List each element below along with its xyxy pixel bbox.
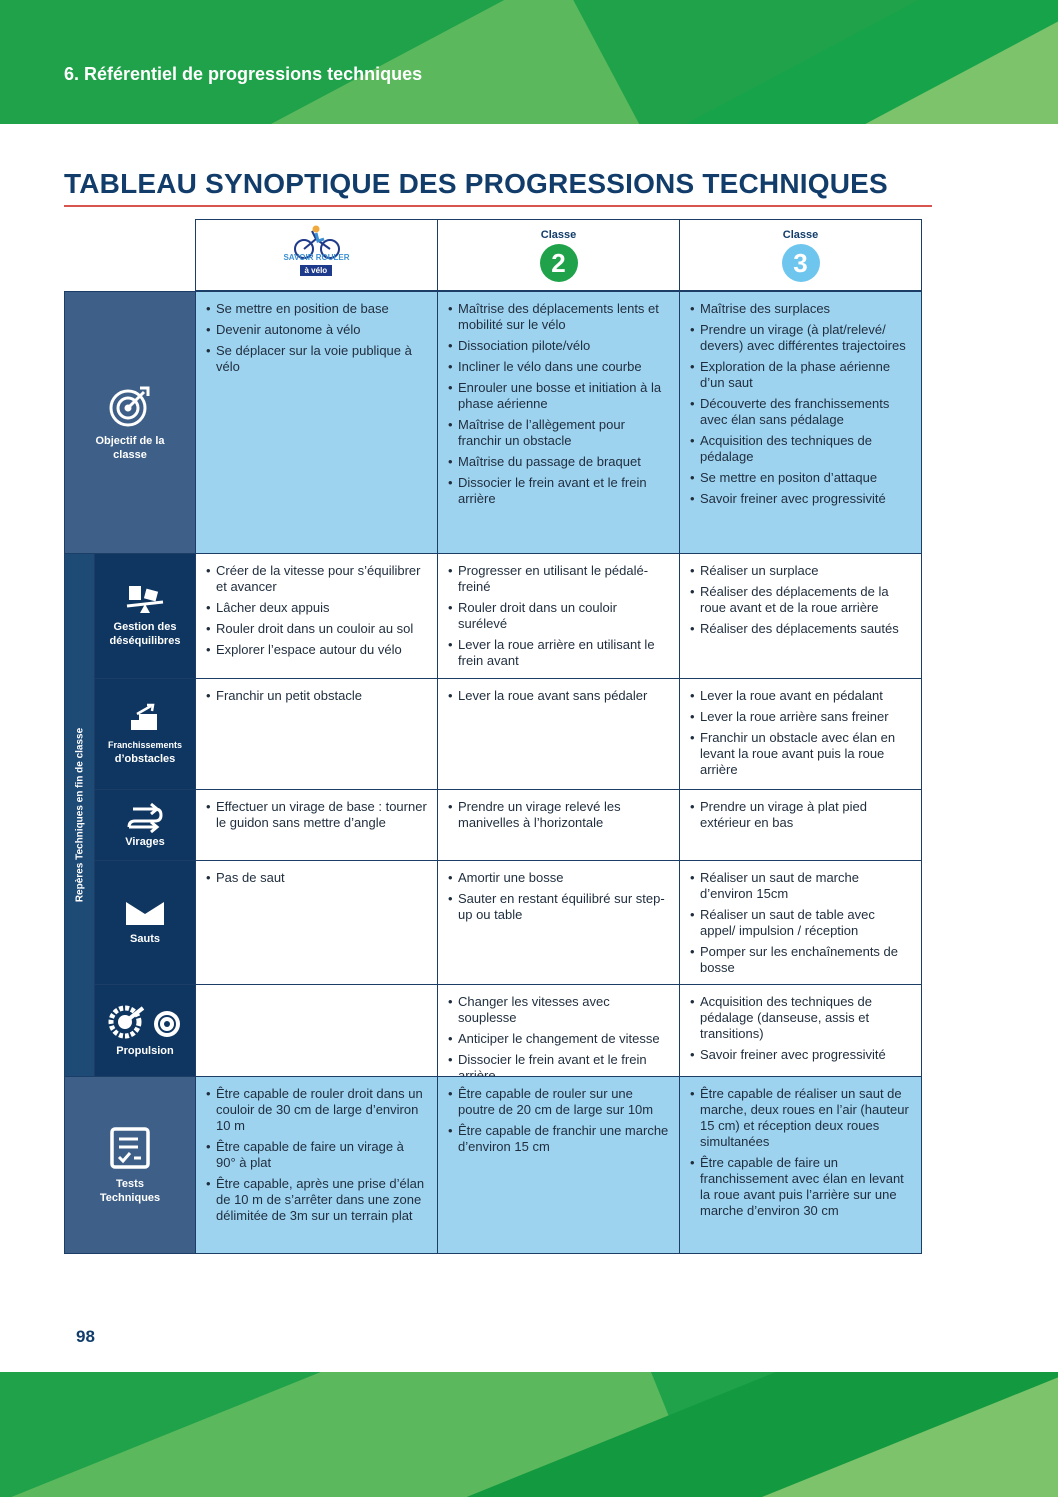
cell-sauts-col1 xyxy=(195,860,438,985)
bullet-item: • Savoir freiner avec progressivité xyxy=(690,1047,911,1063)
bullet-item: • Être capable de faire un virage à 90° à plat xyxy=(206,1139,427,1171)
bullet-list xyxy=(196,679,437,704)
bullet-item: • Maîtrise des surplaces xyxy=(690,301,911,317)
cell-franchissements-col3 xyxy=(679,678,922,790)
cell-propulsion-col1 xyxy=(195,984,438,1077)
bullet-list xyxy=(438,679,679,704)
cell-propulsion-col3 xyxy=(679,984,922,1077)
header-classe-2 xyxy=(437,219,680,291)
bullet-item: • Amortir une bosse xyxy=(448,870,669,886)
bullet-item: • Être capable de rouler sur une poutre de 20 cm de large sur 10m xyxy=(448,1086,669,1118)
bullet-item: • Découverte des franchissements avec élan sans pédalage xyxy=(690,396,911,428)
top-banner xyxy=(0,0,1058,124)
bullet-list xyxy=(680,861,921,976)
logo-tag: à vélo xyxy=(300,265,333,276)
bullet-item: • Progresser en utilisant le pédalé-freiné xyxy=(448,563,669,595)
bullet-list xyxy=(196,1077,437,1224)
bullet-item: • Exploration de la phase aérienne d’un saut xyxy=(690,359,911,391)
bullet-item: • Se mettre en positon d’attaque xyxy=(690,470,911,486)
cell-virages-col1 xyxy=(195,789,438,861)
bullet-item: • Incliner le vélo dans une courbe xyxy=(448,359,669,375)
cell-tests-col1 xyxy=(195,1076,438,1254)
obstacle-icon xyxy=(127,702,163,732)
bullet-item: • Prendre un virage à plat pied extérieur en bas xyxy=(690,799,911,831)
target-icon xyxy=(108,384,152,428)
row-label-text: Objectif de la classe xyxy=(95,434,165,461)
bullet-item: • Rouler droit dans un couloir au sol xyxy=(206,621,427,637)
cell-objectif-col3 xyxy=(679,291,922,554)
bullet-item: • Être capable de franchir une marche d’environ 15 cm xyxy=(448,1123,669,1155)
bullet-item: • Dissociation pilote/vélo xyxy=(448,338,669,354)
bottom-banner xyxy=(0,1372,1058,1497)
bullet-item: • Acquisition des techniques de pédalage xyxy=(690,433,911,465)
bullet-item: • Lâcher deux appuis xyxy=(206,600,427,616)
bullet-item: • Créer de la vitesse pour s’équilibrer et avancer xyxy=(206,563,427,595)
row-label-text: Virages xyxy=(125,836,165,848)
bullet-list xyxy=(196,861,437,886)
bullet-item: • Lever la roue avant sans pédaler xyxy=(448,688,669,704)
bullet-item: • Sauter en restant équilibré sur step-up ou table xyxy=(448,891,669,923)
cell-propulsion-col2 xyxy=(437,984,680,1077)
cell-virages-col3 xyxy=(679,789,922,861)
bullet-list xyxy=(438,554,679,669)
row-label-franchissements xyxy=(94,678,196,790)
bullet-item: • Acquisition des techniques de pédalage (danseuse, assis et transitions) xyxy=(690,994,911,1042)
balance-icon xyxy=(125,584,165,614)
row-label-objectif xyxy=(64,291,196,554)
logo-wordmark: SAVOIR ROULER xyxy=(283,253,350,262)
bullet-item: • Prendre un virage relevé les manivelles à l’horizontale xyxy=(448,799,669,831)
bullet-item: • Être capable de réaliser un saut de marche, deux roues en l’air (hauteur 15 cm) et réception deux roues simultanées xyxy=(690,1086,911,1150)
page-title: TABLEAU SYNOPTIQUE DES PROGRESSIONS TECHNIQUES xyxy=(64,168,888,199)
bullet-list xyxy=(438,861,679,923)
vertical-label: Repères Techniques en fin de classe xyxy=(74,727,85,903)
cell-tests-col2 xyxy=(437,1076,680,1254)
bullet-list xyxy=(680,790,921,831)
bullet-list xyxy=(196,292,437,375)
bullet-list xyxy=(438,985,679,1084)
bullet-item: • Rouler droit dans un couloir surélevé xyxy=(448,600,669,632)
cell-gestion-col1 xyxy=(195,553,438,679)
bullet-item: • Se mettre en position de base xyxy=(206,301,427,317)
cell-tests-col3 xyxy=(679,1076,922,1254)
row-label-text: Gestion des déséquilibres xyxy=(109,621,181,647)
reperes-vertical-band xyxy=(64,553,95,1077)
cell-gestion-col2 xyxy=(437,553,680,679)
bullet-item: • Prendre un virage (à plat/relevé/ devers) avec différentes trajectoires xyxy=(690,322,911,354)
bullet-list xyxy=(196,554,437,658)
bullet-item: • Lever la roue arrière sans freiner xyxy=(690,709,911,725)
bullet-list xyxy=(680,679,921,778)
row-label-gestion xyxy=(94,553,196,679)
bullet-item: • Devenir autonome à vélo xyxy=(206,322,427,338)
bullet-item: • Anticiper le changement de vitesse xyxy=(448,1031,669,1047)
bullet-item: • Réaliser des déplacements sautés xyxy=(690,621,911,637)
row-label-text: d’obstacles xyxy=(114,753,176,765)
classe-label: Classe xyxy=(782,228,819,241)
row-label-text: Sauts xyxy=(130,932,160,945)
classe-badge: 2 xyxy=(540,244,578,282)
bullet-list xyxy=(680,985,921,1063)
bullet-list xyxy=(438,790,679,831)
banner-stripe xyxy=(0,0,746,124)
bullet-item: • Enrouler une bosse et initiation à la phase aérienne xyxy=(448,380,669,412)
bullet-list xyxy=(196,790,437,831)
turn-arrows-icon xyxy=(125,801,165,833)
bullet-item: • Être capable de rouler droit dans un couloir de 30 cm de large d’environ 10 m xyxy=(206,1086,427,1134)
progression-table xyxy=(64,219,922,1254)
bullet-item: • Lever la roue arrière en utilisant le frein avant xyxy=(448,637,669,669)
cell-sauts-col3 xyxy=(679,860,922,985)
row-label-propulsion xyxy=(94,984,196,1077)
bullet-item: • Maîtrise des déplacements lents et mobilité sur le vélo xyxy=(448,301,669,333)
bullet-item: • Changer les vitesses avec souplesse xyxy=(448,994,669,1026)
bullet-list xyxy=(438,1077,679,1155)
cell-franchissements-col2 xyxy=(437,678,680,790)
bullet-list xyxy=(680,292,921,507)
savoir-rouler-logo xyxy=(272,225,362,285)
bullet-list xyxy=(680,554,921,637)
cell-virages-col2 xyxy=(437,789,680,861)
section-title: 6. Référentiel de progressions techniques xyxy=(64,64,423,84)
bullet-item: • Franchir un obstacle avec élan en levant la roue avant puis la roue arrière xyxy=(690,730,911,778)
bullet-item: • Réaliser un saut de table avec appel/ impulsion / réception xyxy=(690,907,911,939)
bullet-item: • Pomper sur les enchaînements de bosse xyxy=(690,944,911,976)
bullet-item: • Se déplacer sur la voie publique à vélo xyxy=(206,343,427,375)
cell-objectif-col2 xyxy=(437,291,680,554)
crankset-icon xyxy=(105,1004,185,1040)
bullet-item: • Explorer l’espace autour du vélo xyxy=(206,642,427,658)
header-logo-cell xyxy=(195,219,438,291)
row-label-tests xyxy=(64,1076,196,1254)
row-label-virages xyxy=(94,789,196,861)
title-underline xyxy=(64,205,932,207)
bullet-item: • Maîtrise de l’allègement pour franchir un obstacle xyxy=(448,417,669,449)
cell-sauts-col2 xyxy=(437,860,680,985)
bullet-item: • Savoir freiner avec progressivité xyxy=(690,491,911,507)
checklist-icon xyxy=(108,1125,152,1171)
bullet-item: • Maîtrise du passage de braquet xyxy=(448,454,669,470)
classe-label: Classe xyxy=(540,228,577,241)
bullet-item: • Dissocier le frein avant et le frein xyxy=(448,1052,669,1084)
bullet-item: • Réaliser un saut de marche d’environ 15cm xyxy=(690,870,911,902)
page-number: 98 xyxy=(76,1327,95,1346)
classe-badge: 3 xyxy=(782,244,820,282)
bullet-item: • Lever la roue avant en pédalant xyxy=(690,688,911,704)
row-label-text: Propulsion xyxy=(116,1044,174,1057)
header-classe-3 xyxy=(679,219,922,291)
bullet-item: • Être capable de faire un franchissement avec élan en levant la roue avant puis l’arrière sur une marche d’environ 30 cm xyxy=(690,1155,911,1219)
cell-gestion-col3 xyxy=(679,553,922,679)
bullet-list xyxy=(196,985,437,994)
bullet-item: • Être capable, après une prise d’élan de 10 m de s’arrêter dans une zone délimitée de 3m sur un terrain plat xyxy=(206,1176,427,1224)
bullet-list xyxy=(438,292,679,507)
bullet-item: • Pas de saut xyxy=(206,870,427,886)
bullet-item: • Réaliser des déplacements de la roue avant et de la roue arrière xyxy=(690,584,911,616)
bullet-item: • Dissocier le frein avant et le frein arrière xyxy=(448,475,669,507)
bullet-list xyxy=(680,1077,921,1219)
jump-ramp-icon xyxy=(125,900,165,926)
row-label-sauts xyxy=(94,860,196,985)
cell-franchissements-col1 xyxy=(195,678,438,790)
bullet-item: • Réaliser un surplace xyxy=(690,563,911,579)
cell-objectif-col1 xyxy=(195,291,438,554)
row-label-text: Franchissements xyxy=(107,740,183,750)
row-label-text: Tests Techniques xyxy=(99,1178,161,1204)
bullet-item: • Franchir un petit obstacle xyxy=(206,688,427,704)
bullet-item: • Effectuer un virage de base : tourner le guidon sans mettre d’angle xyxy=(206,799,427,831)
